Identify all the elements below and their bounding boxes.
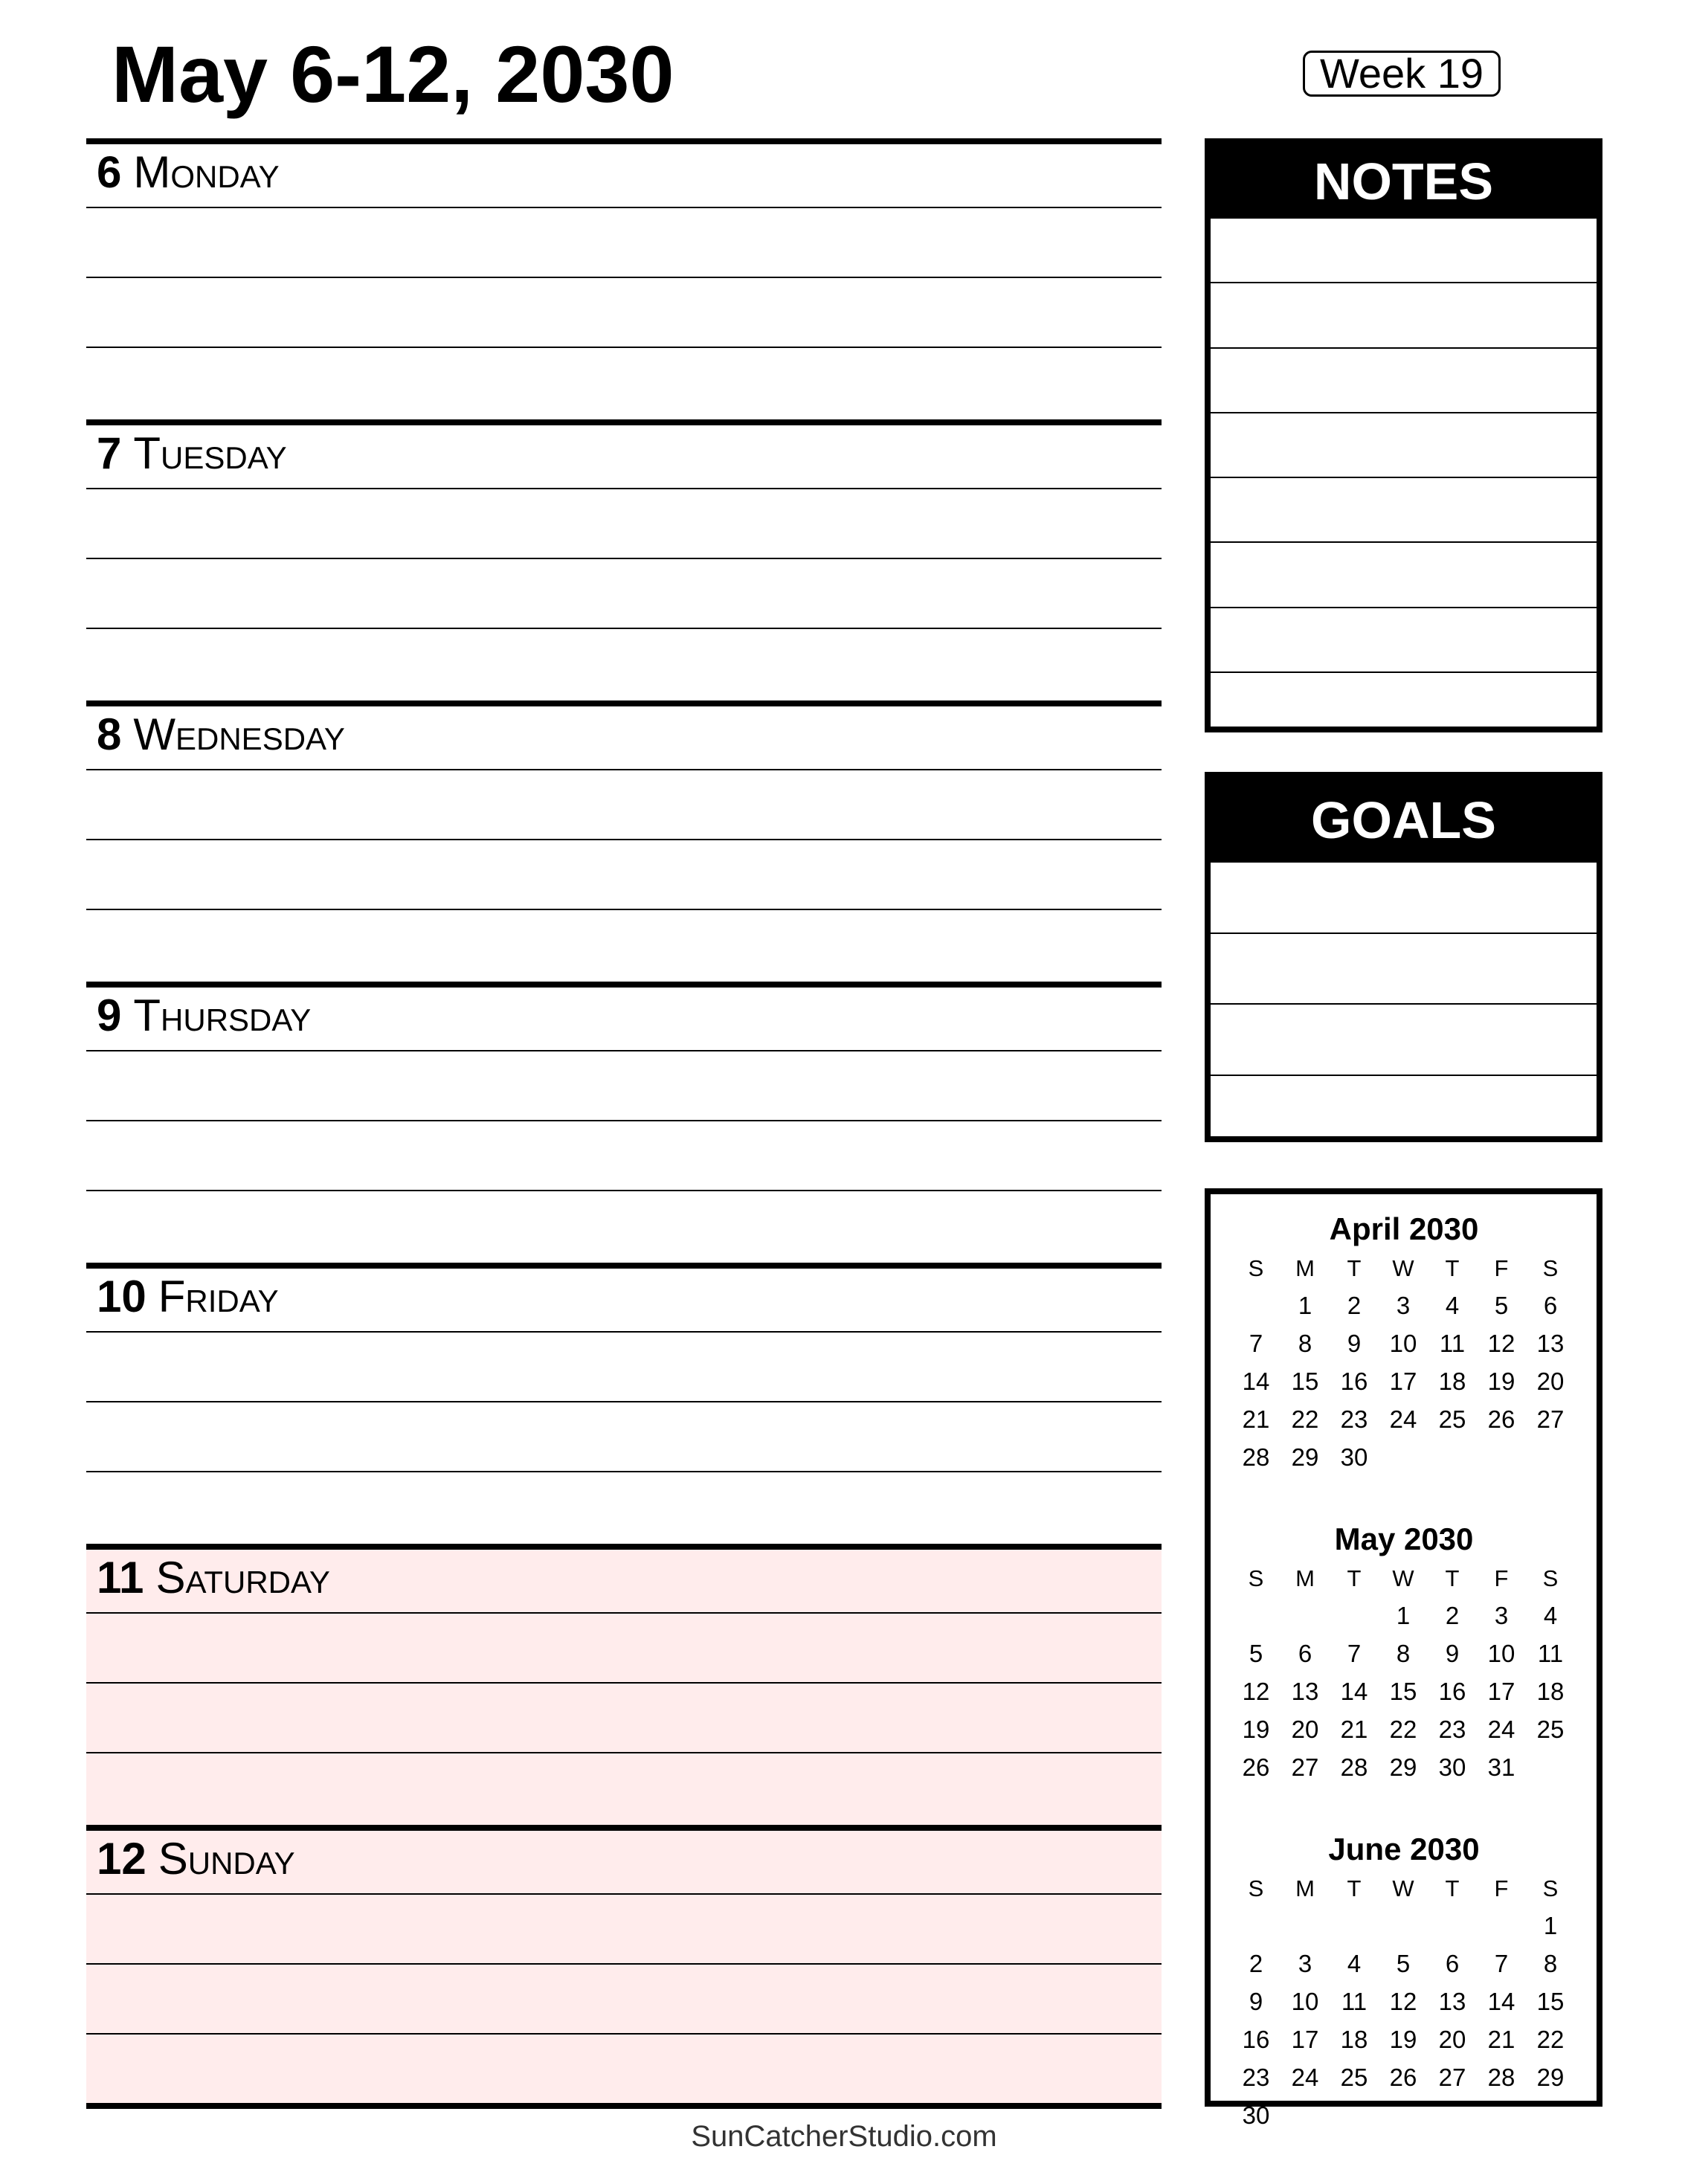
date-cell: 26 — [1389, 2064, 1417, 2091]
date-cell: 6 — [1543, 1292, 1558, 1319]
writing-line[interactable] — [86, 1614, 1162, 1684]
writing-line[interactable] — [86, 1402, 1162, 1472]
notes-line[interactable] — [1211, 673, 1597, 738]
goals-line[interactable] — [1211, 1005, 1597, 1076]
day-block-monday — [86, 138, 1162, 419]
date-cell: 8 — [1543, 1950, 1558, 1977]
date-cell: 29 — [1536, 2064, 1565, 2091]
date-cell: 2 — [1249, 1950, 1263, 1977]
writing-line[interactable] — [86, 1895, 1162, 1965]
writing-line[interactable] — [86, 348, 1162, 418]
date-cell: 14 — [1242, 1368, 1270, 1395]
date-cell: 16 — [1438, 1678, 1466, 1705]
date-cell: 8 — [1298, 1330, 1312, 1357]
date-cell: 19 — [1487, 1368, 1515, 1395]
weekday-label: S — [1542, 1255, 1559, 1281]
date-cell: 3 — [1494, 1602, 1509, 1629]
weekday-label: W — [1392, 1255, 1414, 1281]
blank-cell — [1428, 1907, 1477, 1945]
date-cell: 7 — [1249, 1330, 1263, 1357]
weekday-label: T — [1445, 1255, 1460, 1281]
date-cell: 13 — [1291, 1678, 1319, 1705]
day-name: Tuesday — [133, 428, 287, 478]
goals-panel — [1205, 772, 1602, 1142]
date-cell: 28 — [1487, 2064, 1515, 2091]
day-name: Wednesday — [133, 709, 345, 759]
weekday-label: M — [1295, 1565, 1315, 1591]
writing-line[interactable] — [86, 208, 1162, 278]
writing-line[interactable] — [86, 559, 1162, 629]
blank-cell — [1281, 1907, 1330, 1945]
date-cell: 9 — [1347, 1330, 1362, 1357]
date-cell: 12 — [1389, 1988, 1417, 2015]
blank-cell — [1330, 1597, 1379, 1634]
writing-line[interactable] — [86, 1472, 1162, 1542]
date-cell: 30 — [1438, 1753, 1466, 1781]
date-cell: 29 — [1291, 1443, 1319, 1471]
day-header — [86, 706, 1162, 770]
writing-line[interactable] — [86, 489, 1162, 559]
goals-heading: GOALS — [1211, 778, 1597, 863]
date-cell: 29 — [1389, 1753, 1417, 1781]
weekday-label: S — [1542, 1875, 1559, 1901]
date-cell: 23 — [1438, 1716, 1466, 1743]
mini-month — [1231, 1211, 1576, 1476]
date-cell: 2 — [1445, 1602, 1460, 1629]
date-cell: 18 — [1536, 1678, 1565, 1705]
date-cell: 2 — [1347, 1292, 1362, 1319]
notes-line[interactable] — [1211, 283, 1597, 348]
mini-calendars — [1205, 1188, 1602, 2129]
date-cell: 24 — [1487, 1716, 1515, 1743]
date-cell: 7 — [1347, 1640, 1362, 1667]
date-cell: 25 — [1438, 1405, 1466, 1433]
date-cell: 15 — [1536, 1988, 1565, 2015]
writing-line[interactable] — [86, 1051, 1162, 1121]
date-cell: 6 — [1445, 1950, 1460, 1977]
writing-line[interactable] — [86, 2035, 1162, 2104]
weekday-label: W — [1392, 1875, 1414, 1901]
date-cell: 26 — [1242, 1753, 1270, 1781]
date-cell: 9 — [1445, 1640, 1460, 1667]
date-cell: 5 — [1396, 1950, 1411, 1977]
date-cell: 8 — [1396, 1640, 1411, 1667]
date-cell: 18 — [1340, 2026, 1368, 2053]
date-cell: 10 — [1487, 1640, 1515, 1667]
weekday-label: T — [1347, 1875, 1362, 1901]
date-cell: 23 — [1340, 1405, 1368, 1433]
date-cell: 3 — [1396, 1292, 1411, 1319]
writing-line[interactable] — [86, 840, 1162, 910]
goals-line[interactable] — [1211, 934, 1597, 1005]
day-header — [86, 988, 1162, 1051]
day-block-wednesday — [86, 700, 1162, 982]
date-cell: 4 — [1445, 1292, 1460, 1319]
date-cell: 4 — [1543, 1602, 1558, 1629]
day-block-friday — [86, 1263, 1162, 1544]
date-cell: 4 — [1347, 1950, 1362, 1977]
day-number: 6 — [97, 147, 122, 197]
date-cell: 11 — [1537, 1640, 1564, 1667]
day-header — [86, 1550, 1162, 1614]
date-cell: 16 — [1340, 1368, 1368, 1395]
notes-line[interactable] — [1211, 608, 1597, 673]
date-cell: 6 — [1298, 1640, 1312, 1667]
day-name: Saturday — [155, 1553, 330, 1602]
date-cell: 18 — [1438, 1368, 1466, 1395]
notes-line[interactable] — [1211, 349, 1597, 413]
day-number: 7 — [97, 428, 122, 478]
day-header — [86, 1831, 1162, 1895]
date-cell: 17 — [1487, 1678, 1515, 1705]
weekday-label: S — [1248, 1565, 1264, 1591]
weekday-label: F — [1494, 1565, 1509, 1591]
date-cell: 12 — [1242, 1678, 1270, 1705]
day-name: Thursday — [133, 990, 312, 1040]
writing-line[interactable] — [86, 1333, 1162, 1402]
weekday-label: W — [1392, 1565, 1414, 1591]
day-block-saturday — [86, 1544, 1162, 1825]
writing-line[interactable] — [86, 1753, 1162, 1823]
weekday-label: F — [1494, 1255, 1509, 1281]
writing-line[interactable] — [86, 278, 1162, 348]
date-cell: 3 — [1298, 1950, 1312, 1977]
date-cell: 24 — [1291, 2064, 1319, 2091]
day-header — [86, 1269, 1162, 1333]
mini-month-title: May 2030 — [1334, 1521, 1474, 1556]
days-column — [86, 138, 1162, 2106]
date-cell: 28 — [1242, 1443, 1270, 1471]
day-name: Monday — [133, 147, 280, 197]
date-cell: 16 — [1242, 2026, 1270, 2053]
date-cell: 10 — [1291, 1988, 1319, 2015]
date-cell: 1 — [1298, 1292, 1312, 1319]
writing-line[interactable] — [86, 1191, 1162, 1261]
goals-line[interactable] — [1211, 1076, 1597, 1147]
weekday-label: T — [1445, 1875, 1460, 1901]
day-name: Sunday — [158, 1834, 295, 1884]
writing-line[interactable] — [86, 910, 1162, 980]
day-name: Friday — [158, 1272, 279, 1321]
date-cell: 17 — [1389, 1368, 1417, 1395]
notes-line[interactable] — [1211, 543, 1597, 608]
weekday-label: T — [1347, 1565, 1362, 1591]
writing-line[interactable] — [86, 770, 1162, 840]
date-cell: 19 — [1242, 1716, 1270, 1743]
weekday-label: S — [1248, 1875, 1264, 1901]
date-cell: 1 — [1396, 1602, 1411, 1629]
date-cell: 21 — [1242, 1405, 1270, 1433]
day-number: 12 — [97, 1834, 146, 1884]
day-number: 10 — [97, 1272, 146, 1321]
mini-month-grid — [1231, 1561, 1576, 1786]
mini-month-title: April 2030 — [1329, 1211, 1479, 1246]
date-cell: 26 — [1487, 1405, 1515, 1433]
notes-line[interactable] — [1211, 413, 1597, 478]
mini-month-title: June 2030 — [1328, 1832, 1480, 1866]
mini-month — [1231, 1521, 1576, 1786]
date-cell: 5 — [1249, 1640, 1263, 1667]
blank-cell — [1477, 1907, 1526, 1945]
blank-cell — [1231, 1286, 1281, 1324]
mini-month — [1231, 1831, 1576, 2134]
date-cell: 1 — [1543, 1912, 1558, 1939]
mini-month-grid — [1231, 1871, 1576, 2134]
blank-cell — [1231, 1597, 1281, 1634]
day-header — [86, 425, 1162, 489]
date-cell: 17 — [1291, 2026, 1319, 2053]
day-block-thursday — [86, 982, 1162, 1263]
date-cell: 11 — [1341, 1988, 1368, 2015]
blank-cell — [1330, 1907, 1379, 1945]
weekday-label: S — [1248, 1255, 1264, 1281]
date-cell: 20 — [1438, 2026, 1466, 2053]
date-cell: 28 — [1340, 1753, 1368, 1781]
footer-site: SunCatcherStudio.com — [691, 2120, 997, 2153]
writing-line[interactable] — [86, 1121, 1162, 1191]
day-block-sunday — [86, 1825, 1162, 2106]
mini-month-grid — [1231, 1251, 1576, 1476]
date-cell: 15 — [1291, 1368, 1319, 1395]
date-cell: 24 — [1389, 1405, 1417, 1433]
date-cell: 19 — [1389, 2026, 1417, 2053]
notes-line[interactable] — [1211, 478, 1597, 543]
date-cell: 25 — [1536, 1716, 1565, 1743]
date-cell: 27 — [1291, 1753, 1319, 1781]
date-cell: 30 — [1242, 2101, 1270, 2129]
date-cell: 7 — [1494, 1950, 1509, 1977]
weekday-label: F — [1494, 1875, 1509, 1901]
blank-cell — [1231, 1907, 1281, 1945]
date-cell: 30 — [1340, 1443, 1368, 1471]
date-cell: 22 — [1536, 2026, 1565, 2053]
goals-line[interactable] — [1211, 863, 1597, 934]
date-cell: 11 — [1439, 1330, 1466, 1357]
day-block-tuesday — [86, 419, 1162, 700]
notes-heading: NOTES — [1211, 144, 1597, 219]
date-cell: 14 — [1487, 1988, 1515, 2015]
day-number: 9 — [97, 990, 122, 1040]
notes-panel — [1205, 138, 1602, 732]
blank-cell — [1281, 1597, 1330, 1634]
date-cell: 13 — [1536, 1330, 1565, 1357]
date-cell: 12 — [1487, 1330, 1515, 1357]
date-cell: 13 — [1438, 1988, 1466, 2015]
day-number: 11 — [97, 1553, 144, 1602]
date-cell: 27 — [1536, 1405, 1565, 1433]
day-header — [86, 144, 1162, 208]
date-cell: 27 — [1438, 2064, 1466, 2091]
date-cell: 25 — [1340, 2064, 1368, 2091]
date-cell: 22 — [1389, 1716, 1417, 1743]
date-cell: 15 — [1389, 1678, 1417, 1705]
weekday-label: T — [1347, 1255, 1362, 1281]
date-cell: 10 — [1389, 1330, 1417, 1357]
weekday-label: S — [1542, 1565, 1559, 1591]
notes-line[interactable] — [1211, 219, 1597, 283]
week-badge: Week 19 — [1303, 51, 1501, 97]
date-cell: 5 — [1494, 1292, 1509, 1319]
page-title: May 6-12, 2030 — [112, 29, 674, 119]
writing-line[interactable] — [86, 629, 1162, 699]
date-cell: 22 — [1291, 1405, 1319, 1433]
date-cell: 21 — [1340, 1716, 1368, 1743]
date-cell: 9 — [1249, 1988, 1263, 2015]
weekday-label: M — [1295, 1875, 1315, 1901]
days-bottom-rule — [86, 2103, 1162, 2109]
weekday-label: M — [1295, 1255, 1315, 1281]
date-cell: 21 — [1487, 2026, 1515, 2053]
date-cell: 20 — [1536, 1368, 1565, 1395]
date-cell: 31 — [1487, 1753, 1515, 1781]
date-cell: 14 — [1340, 1678, 1368, 1705]
weekday-label: T — [1445, 1565, 1460, 1591]
writing-line[interactable] — [86, 1684, 1162, 1753]
writing-line[interactable] — [86, 1965, 1162, 2035]
date-cell: 23 — [1242, 2064, 1270, 2091]
day-number: 8 — [97, 709, 122, 759]
blank-cell — [1379, 1907, 1428, 1945]
date-cell: 20 — [1291, 1716, 1319, 1743]
